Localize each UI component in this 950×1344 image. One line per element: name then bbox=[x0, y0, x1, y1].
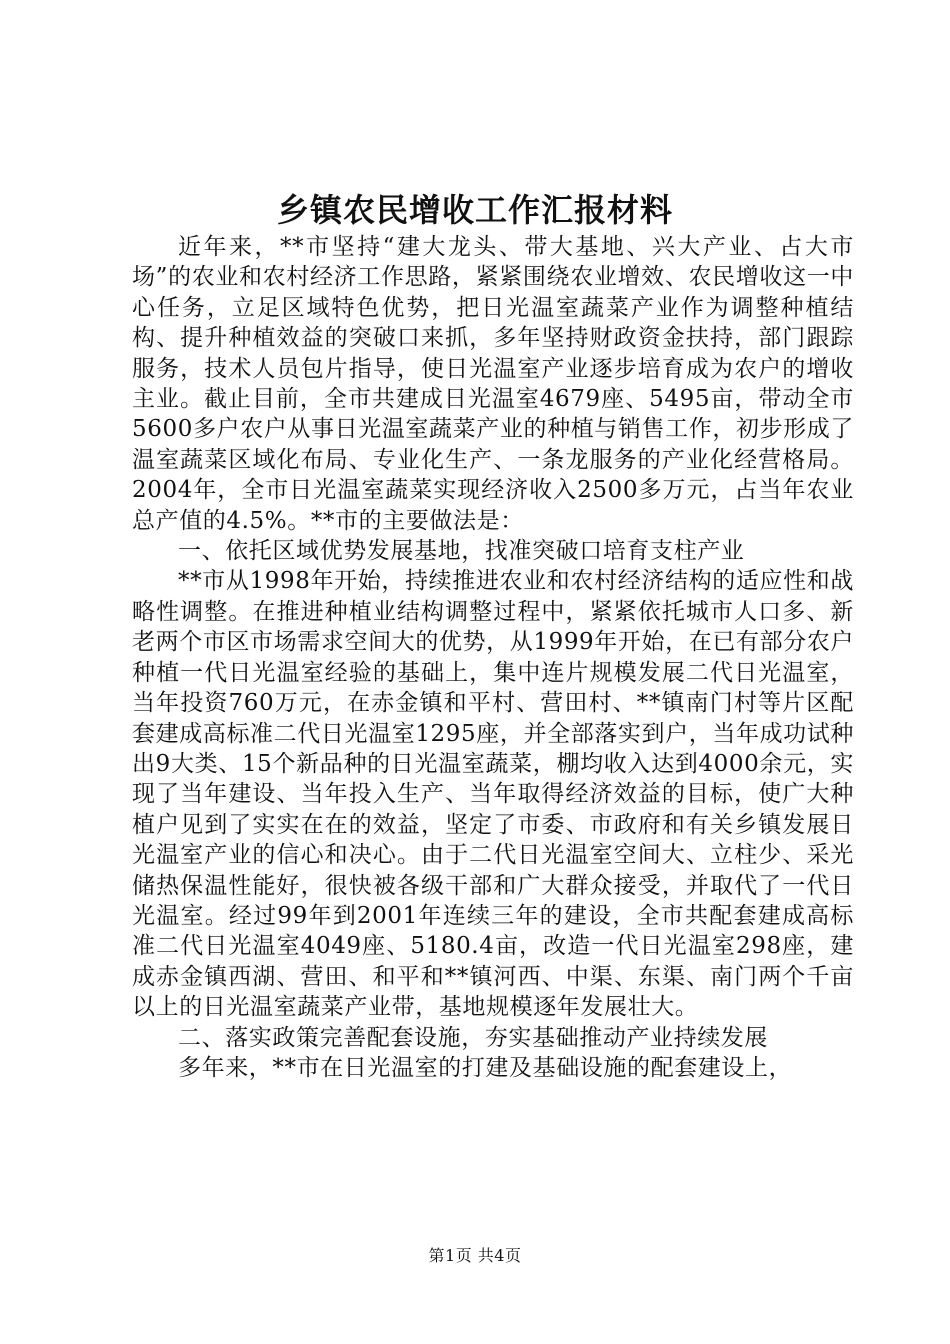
paragraph-intro: 近年来，**市坚持“建大龙头、带大基地、兴大产业、占大市场”的农业和农村经济工作思路，紧紧围绕农业增效、农民增收这一中心任务，立足区域特色优势，把日光温室蔬菜产业作为调整种植结构、提升种植效益的突破口来抓，多年坚持财政资金扶持，部门跟踪服务，技术人员包片指导，使日光温室产业逐步培育成为农户的增收主业。截止目前，全市共建成日光温室4679座、5495亩，带动全市5600多户农户从事日光温室蔬菜产业的种植与销售工作，初步形成了温室蔬菜区域化布局、专业化生产、一条龙服务的产业化经营格局。2004年，全市日光温室蔬菜实现经济收入2500多万元，占当年农业总产值的4.5%。**市的主要做法是： bbox=[132, 234, 854, 534]
document-title: 乡镇农民增收工作汇报材料 bbox=[276, 191, 673, 229]
section-heading-1: 一、依托区域优势发展基地，找准突破口培育支柱产业 bbox=[178, 538, 745, 565]
paragraph-section-2: 多年来，**市在日光温室的打建及基础设施的配套建设上， bbox=[178, 1054, 793, 1081]
section-heading-2: 二、落实政策完善配套设施，夯实基础推动产业持续发展 bbox=[178, 1024, 768, 1051]
page-footer: 第1页 共4页 bbox=[428, 1246, 522, 1265]
document-body bbox=[132, 232, 854, 1083]
paragraph-section-1: **市从1998年开始，持续推进农业和农村经济结构的适应性和战略性调整。在推进种植业结构调整过程中，紧紧依托城市人口多、新老两个市区市场需求空间大的优势，从1999年开始，在已有部分农户种植一代日光温室经验的基础上，集中连片规模发展二代日光温室，当年投资760万元，在赤金镇和平村、营田村、**镇南门村等片区配套建成高标准二代日光温室1295座，并全部落实到户，当年成功试种出9大类、15个新品种的日光温室蔬菜，棚均收入达到4000余元，实现了当年建设、当年投入生产、当年取得经济效益的目标，使广大种植户见到了实实在在的效益，坚定了市委、市政府和有关乡镇发展日光温室产业的信心和决心。由于二代日光温室空间大、立柱少、采光储热保温性能好，很快被各级干部和广大群众接受，并取代了一代日光温室。经过99年到2001年连续三年的建设，全市共配套建成高标准二代日光温室4049座、5180.4亩，改造一代日光温室298座，建成赤金镇西湖、营田、和平和**镇河西、中渠、东渠、南门两个千亩以上的日光温室蔬菜产业带，基地规模逐年发展壮大。 bbox=[132, 568, 854, 1021]
